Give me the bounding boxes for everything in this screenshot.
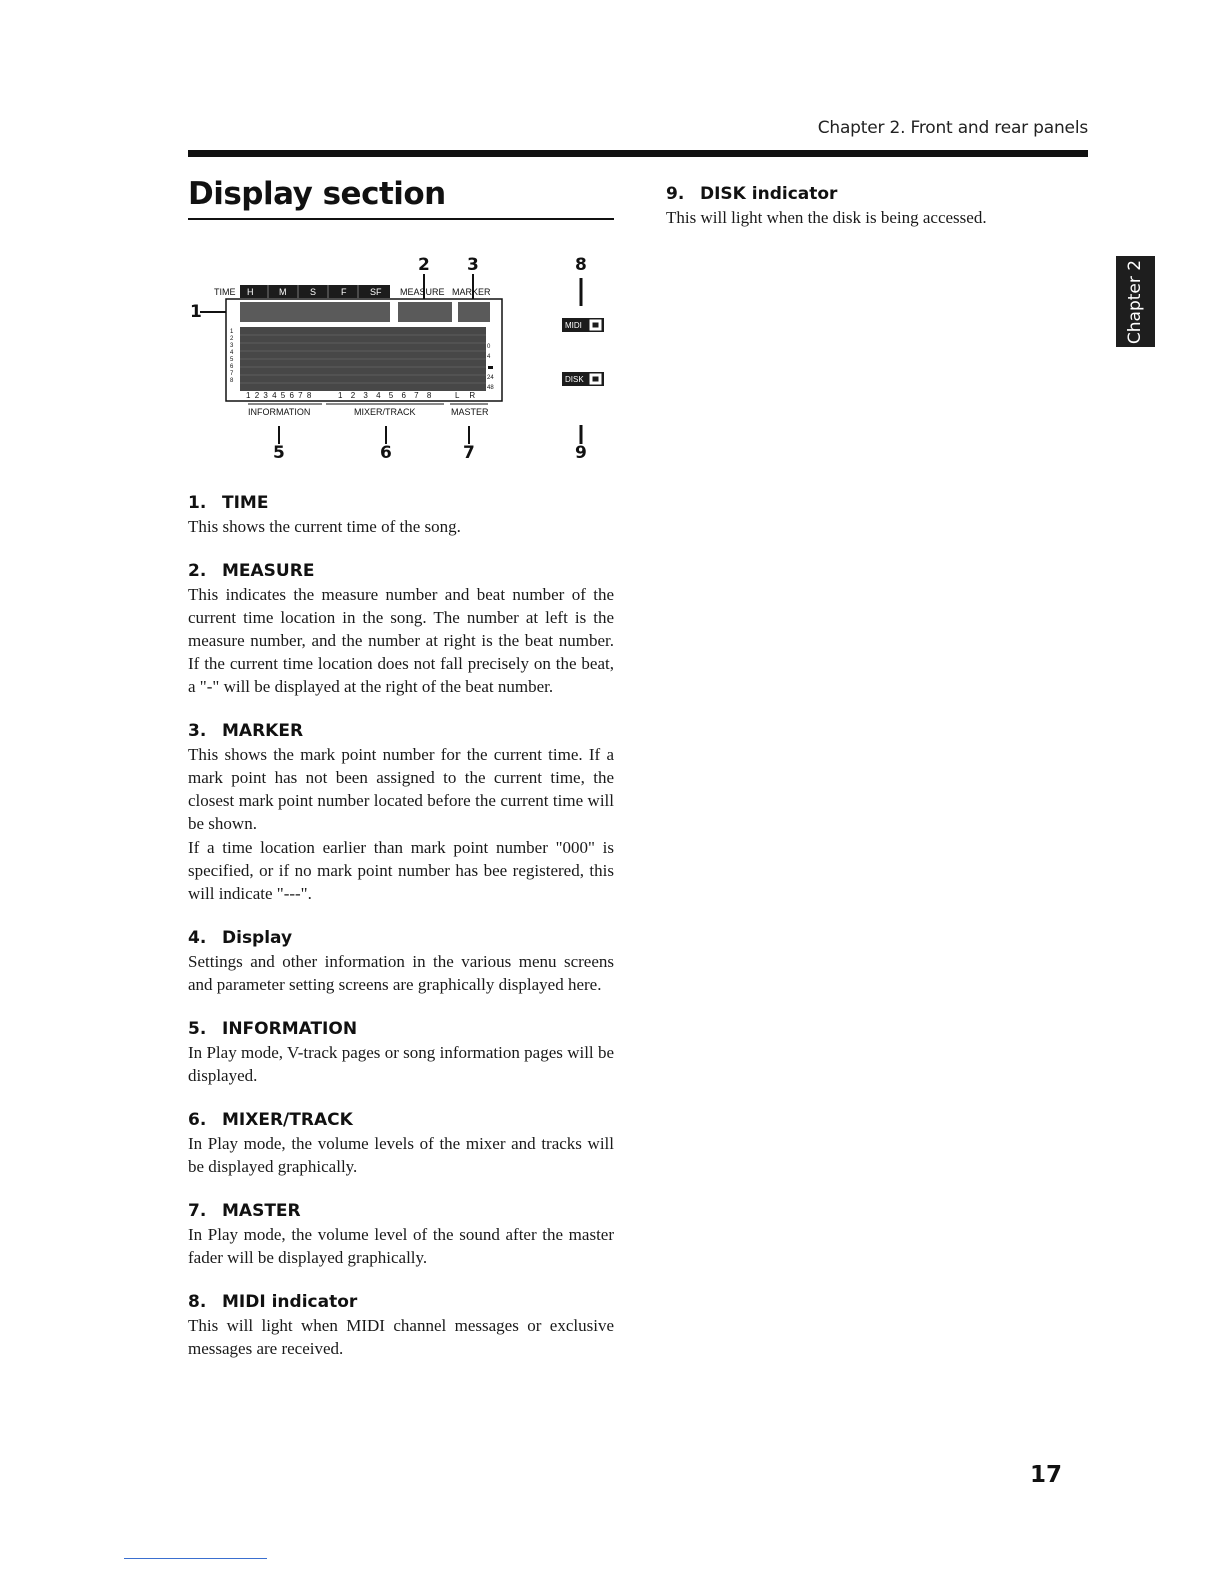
item-body-second: If a time location earlier than mark point number "000" is specified, or if no mark point number has bee registered, this will indicate "---".: [188, 838, 614, 903]
item-body: This will light when MIDI channel messages or exclusive messages are received.: [188, 1316, 614, 1358]
lcd-time-field-s: S: [310, 287, 317, 297]
callout-6: 6: [380, 443, 392, 463]
callout-9: 9: [575, 443, 587, 463]
item-measure: [188, 560, 614, 698]
lcd-mixer-track-label: MIXER/TRACK: [354, 407, 416, 417]
item-disk-indicator: [666, 183, 1046, 229]
callout-8: 8: [575, 255, 587, 275]
lcd-meter-scale-0: 0: [487, 344, 491, 350]
footnote-rule: [124, 1558, 267, 1559]
chapter-side-tab: [1116, 256, 1155, 347]
lcd-meter-scale-24: 24: [487, 375, 494, 381]
header-rule: [188, 150, 1088, 157]
lcd-info-numbers: 1 2 3 4 5 6 7 8: [246, 391, 313, 400]
item-information: [188, 1018, 614, 1087]
item-midi-indicator: [188, 1291, 614, 1360]
callout-1: 1: [190, 302, 202, 322]
callout-5: 5: [273, 443, 285, 463]
item-body: In Play mode, the volume levels of the mixer and tracks will be displayed graphically.: [188, 1134, 614, 1176]
item-heading: 5. INFORMATION: [188, 1019, 358, 1039]
lcd-mixer-numbers: 1 2 3 4 5 6 7 8: [338, 391, 435, 400]
lcd-time-field-h: H: [247, 287, 254, 297]
item-body: This indicates the measure number and beat number of the current time location in the song. The number at left is the measure number, and the number at right is the beat number. If the current time location does not fall precisely on the beat, a "-" will be displayed at the right of the beat number.: [188, 585, 614, 696]
lcd-meter-scale-48: 48: [487, 385, 494, 391]
page-number: 17: [1030, 1462, 1063, 1488]
item-heading: 8. MIDI indicator: [188, 1292, 358, 1312]
callout-3: 3: [467, 255, 479, 275]
item-heading: 1. TIME: [188, 493, 269, 513]
item-body: Settings and other information in the various menu screens and parameter setting screens are graphically displayed here.: [188, 952, 614, 994]
item-master: [188, 1200, 614, 1269]
title-underline: [188, 218, 614, 220]
left-column: [188, 492, 614, 1360]
lcd-time-field-m: M: [279, 287, 287, 297]
item-body: This will light when the disk is being accessed.: [666, 208, 987, 227]
item-mixer-track: [188, 1109, 614, 1178]
item-marker: [188, 720, 614, 905]
lcd-master-lr: L R: [455, 391, 480, 400]
item-heading: 4. Display: [188, 928, 293, 948]
lcd-time-field-sf: SF: [370, 287, 382, 297]
display-diagram: [188, 250, 618, 465]
item-heading: 9. DISK indicator: [666, 184, 838, 204]
lcd-information-label: INFORMATION: [248, 407, 311, 417]
item-body: This shows the mark point number for the current time. If a mark point has not been assigned to the current time, the closest mark point number located before the current time will be shown.: [188, 745, 614, 833]
lcd-time-field-f: F: [341, 287, 347, 297]
section-title: Display section: [188, 176, 446, 212]
lcd-master-label: MASTER: [451, 407, 489, 417]
callout-7: 7: [463, 443, 475, 463]
chapter-side-tab-label: Chapter 2: [1125, 259, 1146, 344]
item-display: [188, 927, 614, 996]
lcd-marker-label: MARKER: [452, 287, 491, 297]
running-header: Chapter 2. Front and rear panels: [817, 118, 1088, 138]
lcd-row-labels: 1 2 3 4 5 6 7 8: [230, 329, 234, 384]
item-heading: 3. MARKER: [188, 721, 304, 741]
item-body: This shows the current time of the song.: [188, 517, 461, 536]
callout-2: 2: [418, 255, 430, 275]
item-time: [188, 492, 614, 538]
lcd-measure-label: MEASURE: [400, 287, 445, 297]
item-heading: 6. MIXER/TRACK: [188, 1110, 353, 1130]
midi-indicator-label: MIDI: [565, 321, 582, 330]
disk-indicator-label: DISK: [565, 375, 584, 384]
lcd-time-label: TIME: [214, 287, 236, 297]
item-body: In Play mode, the volume level of the sound after the master fader will be displayed graphically.: [188, 1225, 614, 1267]
display-diagram-graphic: [188, 250, 618, 465]
item-body: In Play mode, V-track pages or song information pages will be displayed.: [188, 1043, 614, 1085]
right-column: [666, 183, 1046, 229]
lcd-meter-scale-4: 4: [487, 354, 491, 360]
item-heading: 7. MASTER: [188, 1201, 301, 1221]
item-heading: 2. MEASURE: [188, 561, 315, 581]
